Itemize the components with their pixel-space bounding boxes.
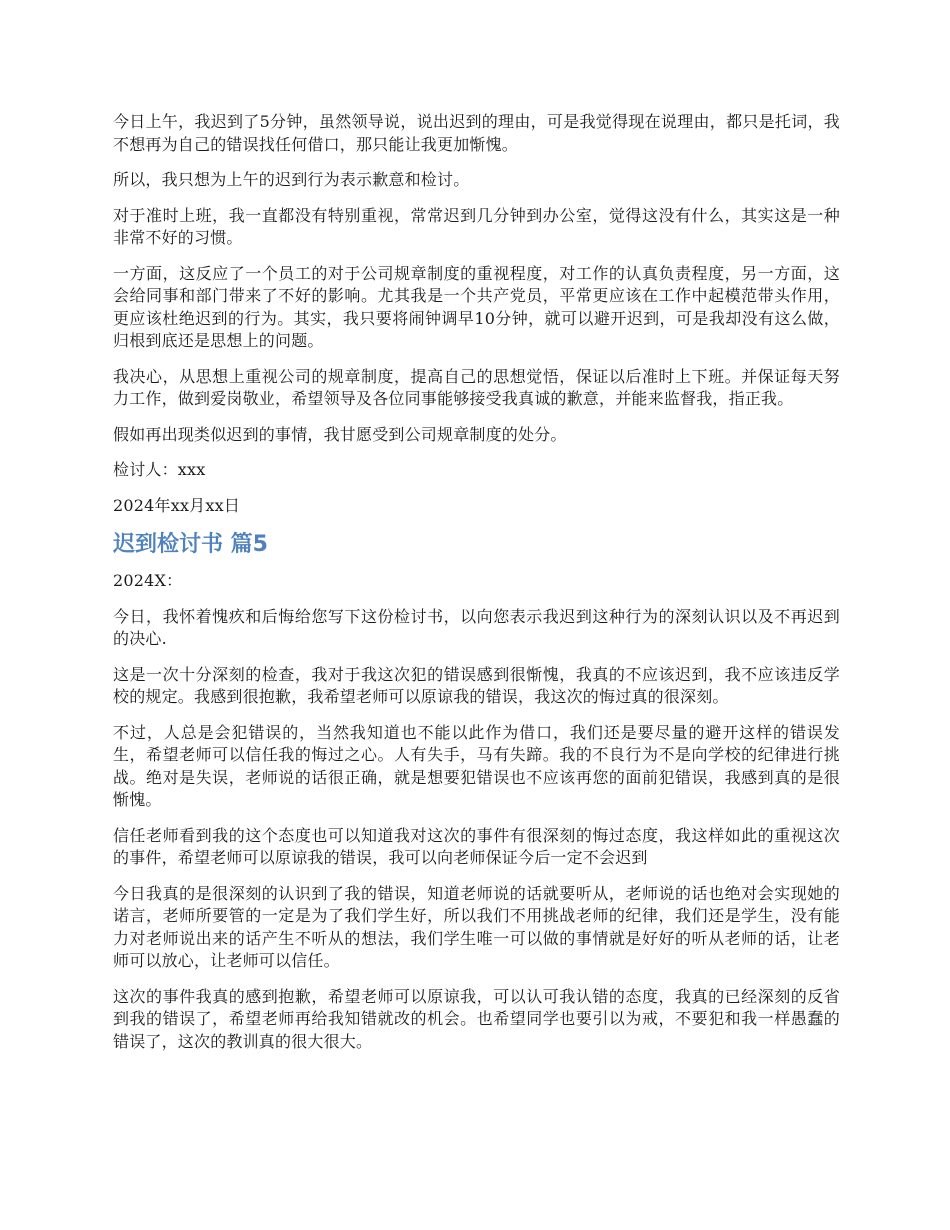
paragraph: 所以，我只想为上午的迟到行为表示歉意和检讨。	[113, 170, 470, 189]
paragraph: 这是一次十分深刻的检查，我对于我这次犯的错误感到很惭愧，我真的不应该迟到，我不应该违反学校的规定。我感到很抱歉，我希望老师可以原谅我的错误，我这次的悔过真的很深刻。	[113, 664, 840, 706]
paragraph: 今日，我怀着愧疚和后悔给您写下这份检讨书，以向您表示我迟到这种行为的深刻认识以及不再迟到的决心.	[113, 606, 840, 648]
paragraph: 今日我真的是很深刻的认识到了我的错误，知道老师说的话就要听从，老师说的话也绝对会实现她的诺言，老师所要管的一定是为了我们学生好，所以我们不用挑战老师的纪律，我们还是学生，没有能力对老师说出来的话产生不听从的想法，我们学生唯一可以做的事情就是好好的听从老师的话，让老师可以放心，让老师可以信任。	[113, 883, 840, 970]
paragraph: 这次的事件我真的感到抱歉，希望老师可以原谅我，可以认可我认错的态度，我真的已经深刻的反省到我的错误了，希望老师再给我知错就改的机会。也希望同学也要引以为戒，不要犯和我一样愚蠢的错误了，这次的教训真的很大很大。	[113, 986, 840, 1051]
section-heading: 迟到检讨书 篇5	[113, 532, 268, 557]
document-body	[113, 111, 840, 1066]
paragraph: 今日上午，我迟到了5分钟，虽然领导说，说出迟到的理由，可是我觉得现在说理由，都只是托词，我不想再为自己的错误找任何借口，那只能让我更加惭愧。	[113, 112, 840, 154]
paragraph: 假如再出现类似迟到的事情，我甘愿受到公司规章制度的处分。	[113, 424, 567, 444]
paragraph: 不过，人总是会犯错误的，当然我知道也不能以此作为借口，我们还是要尽量的避开这样的错误发生，希望老师可以信任我的悔过之心。人有失手，马有失蹄。我的不良行为不是向学校的纪律进行挑战。绝对是失误，老师说的话很正确，就是想要犯错误也不应该再您的面前犯错误，我感到真的是很惭愧。	[113, 722, 840, 809]
paragraph: 信任老师看到我的这个态度也可以知道我对这次的事件有很深刻的悔过态度，我这样如此的重视这次的事件，希望老师可以原谅我的错误，我可以向老师保证今后一定不会迟到	[113, 825, 840, 867]
salutation: 2024X：	[113, 571, 183, 590]
paragraph: 一方面，这反应了一个员工的对于公司规章制度的重视程度，对工作的认真负责程度，另一方面，这会给同事和部门带来了不好的影响。尤其我是一个共产党员，平常更应该在工作中起模范带头作用，更应该杜绝迟到的行为。其实，我只要将闹钟调早10分钟，就可以避开迟到，可是我却没有这么做，归根到底还是思想上的问题。	[113, 263, 840, 350]
paragraph: 对于准时上班，我一直都没有特别重视，常常迟到几分钟到办公室，觉得这没有什么，其实这是一种非常不好的习惯。	[113, 205, 840, 247]
paragraph: 我决心，从思想上重视公司的规章制度，提高自己的思想觉悟，保证以后准时上下班。并保证每天努力工作，做到爱岗敬业，希望领导及各位同事能够接受我真诚的歉意，并能来监督我，指正我。	[113, 366, 840, 408]
date-line: 2024年xx月xx日	[113, 495, 241, 515]
signature-line: 检讨人：xxx	[113, 460, 206, 479]
